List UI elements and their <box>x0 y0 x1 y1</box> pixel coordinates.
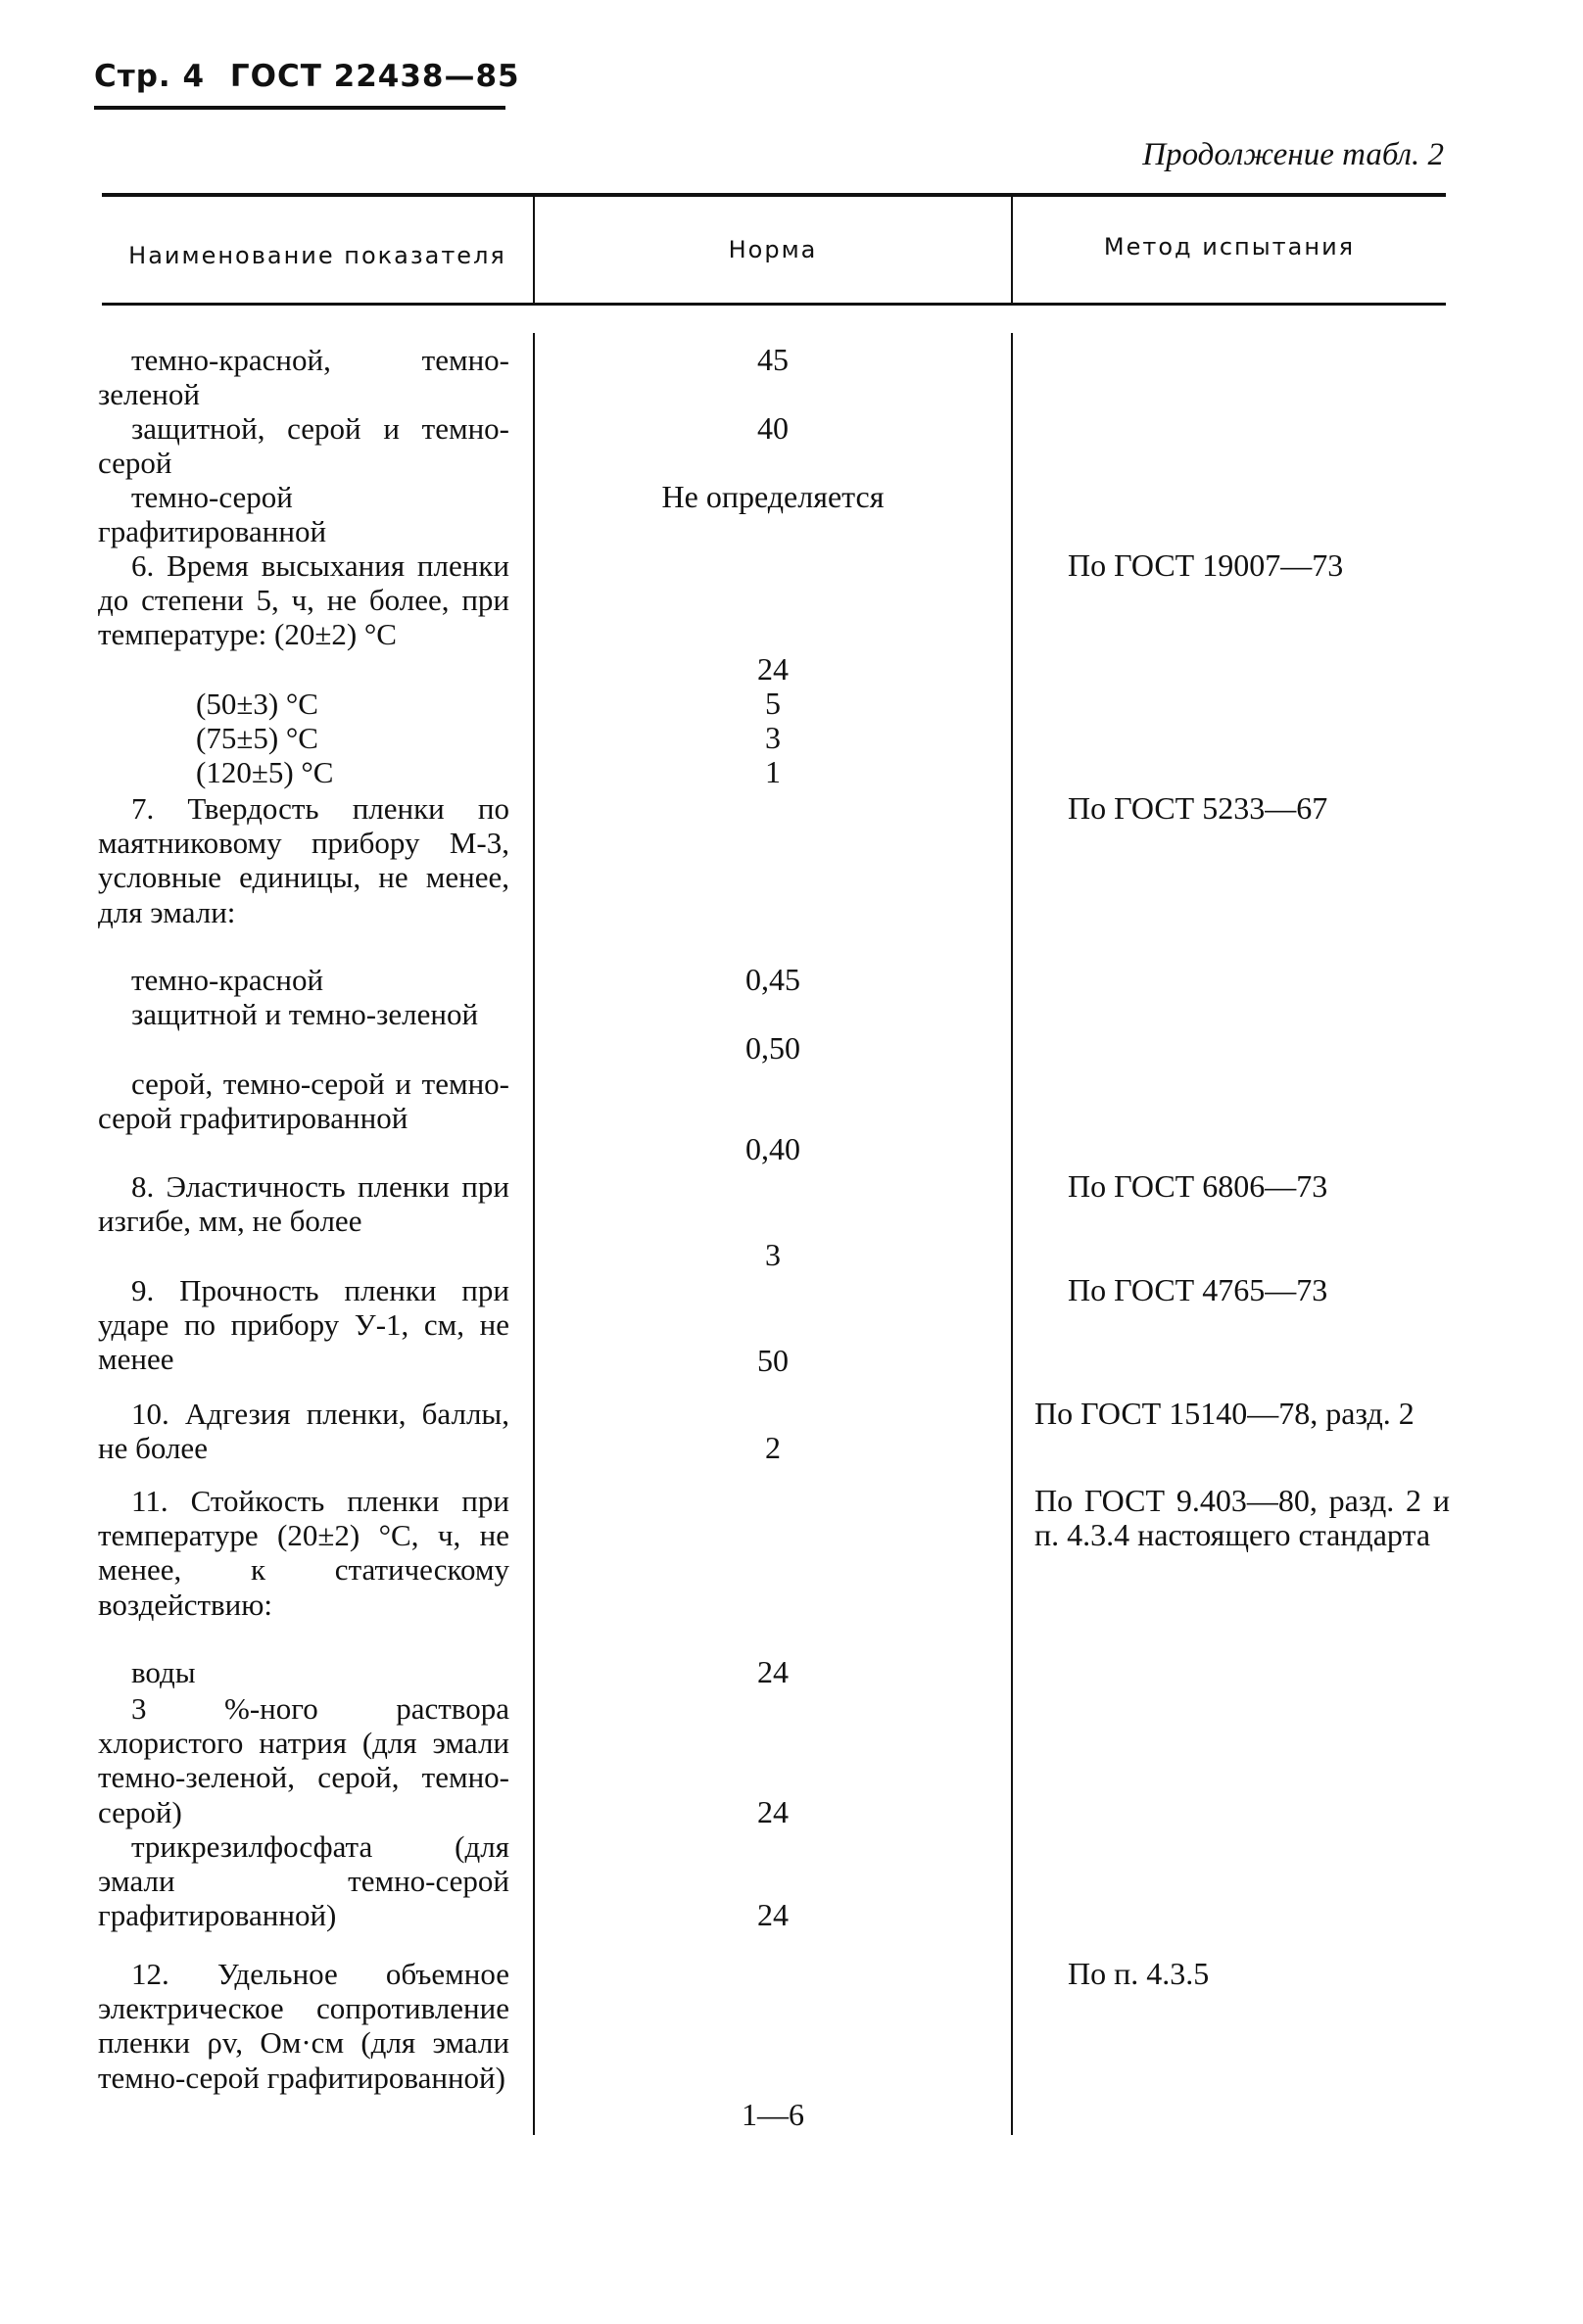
table-header-rule <box>102 303 1446 306</box>
row-name: 3 %-ного раствора хлористого натрия (для эмали темно-зеленой, серой, темно-серой) <box>98 1691 509 1829</box>
table-top-rule <box>102 193 1446 197</box>
row-name: 8. Эластичность пленки при изгибе, мм, не более <box>98 1169 509 1239</box>
row-value: 24 <box>757 1897 789 1932</box>
row-value: Не определяется <box>661 479 885 514</box>
row-name: серой, темно-серой и темно-серой графитированной <box>98 1067 509 1136</box>
row-method: По ГОСТ 4765—73 <box>1068 1272 1328 1307</box>
row-method: По п. 4.3.5 <box>1068 1956 1210 1991</box>
row-value: 1 <box>765 754 781 789</box>
row-name: темно-серой графитированной <box>98 480 327 549</box>
standard-number: ГОСТ 22438—85 <box>229 59 520 94</box>
row-value: 0,40 <box>745 1131 800 1166</box>
row-value: 3 <box>765 720 781 755</box>
row-name: темно-красной <box>131 963 324 997</box>
column-header-method: Метод испытания <box>1103 233 1356 261</box>
table-continuation-label: Продолжение табл. 2 <box>1142 137 1444 172</box>
row-value: 24 <box>757 1654 789 1689</box>
row-method: По ГОСТ 6806—73 <box>1068 1168 1328 1204</box>
row-method: По ГОСТ 15140—78, разд. 2 <box>1034 1396 1415 1431</box>
row-name: трикрезилфосфата (для эмали темно-серой графитированной) <box>98 1829 509 1933</box>
row-name: 12. Удельное объемное электрическое сопротивление пленки ρv, Ом·см (для эмали темно-серой графитированной) <box>98 1957 509 2095</box>
row-name: темно-красной, темно-зеленой <box>98 343 509 412</box>
row-method: По ГОСТ 19007—73 <box>1068 547 1344 583</box>
column-divider <box>533 333 535 2135</box>
page-label: Стр. 4 <box>94 59 206 94</box>
row-value: 50 <box>757 1343 789 1378</box>
row-value: 0,45 <box>745 962 800 997</box>
row-value: 1—6 <box>742 2097 804 2132</box>
row-name: (120±5) °С <box>196 755 334 789</box>
column-divider <box>1011 333 1013 2135</box>
row-name: 10. Адгезия пленки, баллы, не более <box>98 1397 509 1466</box>
row-name: защитной и темно-зеленой <box>131 997 479 1031</box>
row-value: 2 <box>765 1430 781 1465</box>
header-underline <box>94 106 505 110</box>
row-value: 5 <box>765 686 781 721</box>
header-divider <box>533 197 535 303</box>
column-header-name: Наименование показателя <box>128 242 506 269</box>
row-name: воды <box>131 1655 196 1689</box>
row-name: 9. Прочность пленки при ударе по прибору У-1, см, не менее <box>98 1273 509 1377</box>
row-value: 40 <box>757 410 789 446</box>
column-header-norm: Норма <box>728 236 818 263</box>
row-value: 45 <box>757 342 789 377</box>
row-name: (50±3) °С <box>196 687 318 721</box>
row-value: 24 <box>757 1794 789 1829</box>
page-header <box>94 59 534 94</box>
header-divider <box>1011 197 1013 303</box>
row-value: 0,50 <box>745 1030 800 1066</box>
row-name: 7. Твердость пленки по маятниковому прибору М-3, условные единицы, не менее, для эмали: <box>98 791 509 929</box>
row-name: 6. Время высыхания пленки до степени 5, ч, не более, при температуре: (20±2) °С <box>98 548 509 652</box>
row-value: 3 <box>765 1237 781 1272</box>
row-name: (75±5) °С <box>196 721 318 755</box>
row-name: защитной, серой и темно-серой <box>98 411 509 481</box>
row-value: 24 <box>757 651 789 687</box>
row-name: 11. Стойкость пленки при температуре (20±2) °С, ч, не менее, к статическому воздействию: <box>98 1484 509 1622</box>
row-method: По ГОСТ 5233—67 <box>1068 790 1328 826</box>
row-method: По ГОСТ 9.403—80, разд. 2 и п. 4.3.4 настоящего стандарта <box>1034 1483 1450 1552</box>
